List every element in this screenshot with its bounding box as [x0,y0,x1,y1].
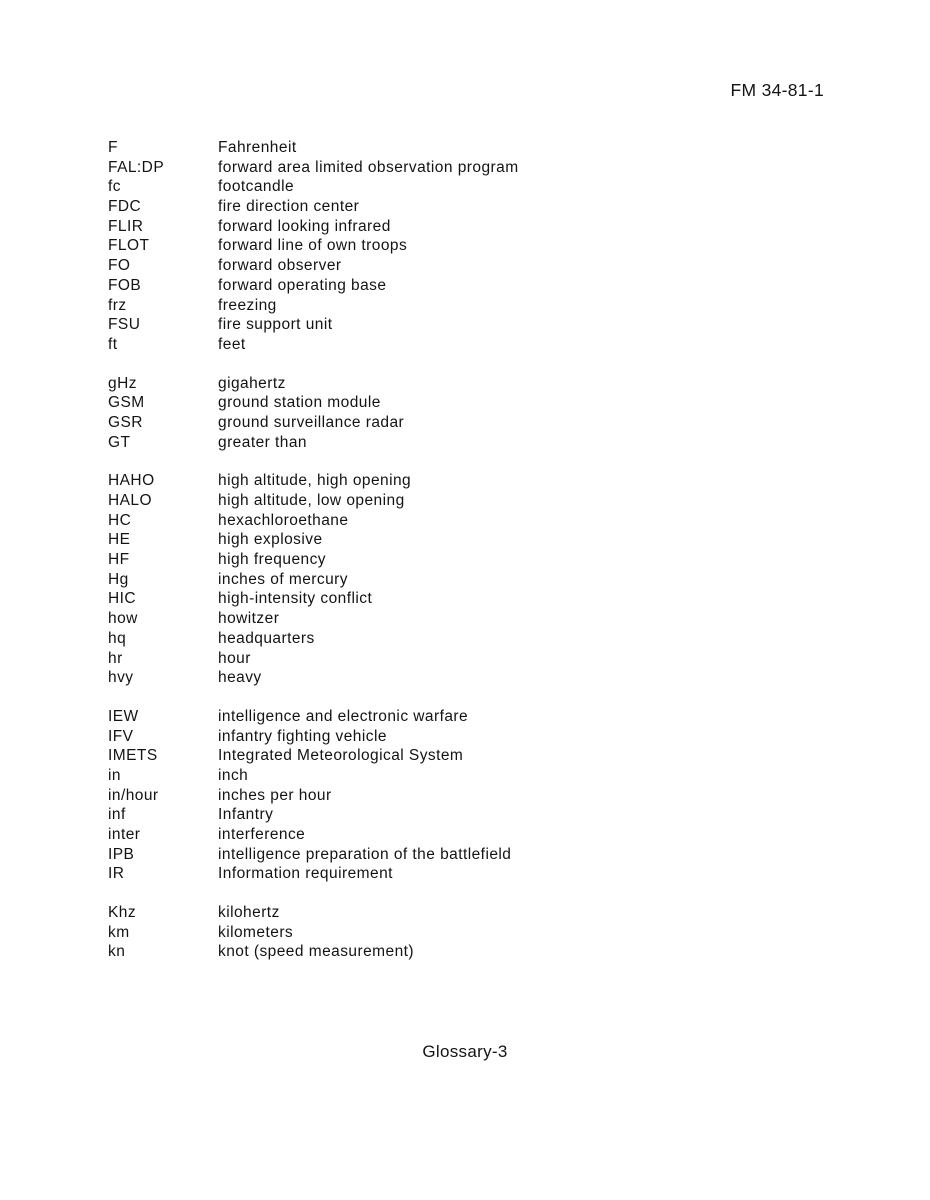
glossary-definition: high altitude, low opening [218,492,405,509]
glossary-term: HE [108,531,131,549]
glossary-definition: ground surveillance radar [218,413,405,431]
glossary-definition: forward looking infrared [218,217,391,235]
glossary-definition: footcandle [218,178,295,196]
glossary-definition: infantry fighting vehicle [218,727,387,745]
glossary-term: HF [108,551,130,569]
glossary-definition: gigahertz [218,374,286,392]
glossary-definition: kilometers [218,923,294,941]
glossary-group [108,707,668,884]
glossary-term: hr [108,649,123,667]
glossary-definition: inches of mercury [218,570,348,588]
glossary-entry [108,530,668,550]
glossary-definition: forward observer [218,257,342,275]
glossary-definition: hexachloroethane [218,511,349,529]
glossary-definition: Fahrenheit [218,139,297,156]
glossary-entry [108,825,668,845]
glossary-term: GSM [108,394,145,412]
glossary-entry [108,786,668,806]
glossary-entry [108,236,668,256]
glossary-list [108,138,668,981]
glossary-term: in [108,766,121,784]
glossary-entry [108,609,668,629]
glossary-group [108,471,668,688]
glossary-entry [108,374,668,394]
glossary-definition: Information requirement [218,865,393,883]
glossary-term: HIC [108,590,137,608]
glossary-entry [108,766,668,786]
glossary-term: FSU [108,316,141,334]
glossary-term: HAHO [108,472,155,490]
glossary-entry [108,727,668,747]
glossary-definition: ground station module [218,394,381,412]
glossary-entry [108,413,668,433]
glossary-entry [108,197,668,217]
glossary-definition: inches per hour [218,786,332,804]
glossary-definition: forward line of own troops [218,237,408,255]
glossary-entry [108,550,668,570]
glossary-term: hvy [108,669,134,687]
glossary-entry [108,511,668,531]
glossary-definition: high altitude, high opening [218,472,412,490]
glossary-term: km [108,923,130,941]
glossary-entry [108,903,668,923]
glossary-term: FO [108,257,131,275]
glossary-group [108,903,668,962]
glossary-entry [108,217,668,237]
glossary-term: HC [108,511,132,529]
glossary-term: in/hour [108,786,159,804]
glossary-entry [108,256,668,276]
glossary-term: F [108,139,118,156]
glossary-entry [108,393,668,413]
glossary-definition: heavy [218,669,262,687]
glossary-definition: interference [218,826,306,843]
glossary-definition: howitzer [218,610,280,628]
glossary-entry [108,923,668,943]
glossary-definition: kilohertz [218,904,280,922]
glossary-term: fc [108,178,121,196]
glossary-group [108,138,668,355]
glossary-term: frz [108,296,127,314]
glossary-entry [108,177,668,197]
page-number: Glossary-3 [422,1042,508,1061]
glossary-term: GSR [108,413,143,431]
glossary-term: FLOT [108,237,150,255]
glossary-entry [108,864,668,884]
glossary-definition: high explosive [218,531,323,549]
glossary-definition: Infantry [218,806,274,824]
glossary-term: inter [108,826,141,843]
glossary-definition: high frequency [218,551,326,569]
glossary-entry [108,471,668,491]
glossary-term: Khz [108,904,137,922]
glossary-term: gHz [108,374,137,392]
glossary-definition: intelligence preparation of the battlefield [218,845,512,863]
glossary-entry [108,668,668,688]
glossary-entry [108,589,668,609]
glossary-entry [108,629,668,649]
glossary-term: kn [108,943,126,961]
glossary-term: IMETS [108,747,158,765]
glossary-term: FDC [108,198,142,216]
glossary-term: IEW [108,707,139,725]
glossary-definition: fire direction center [218,198,360,216]
glossary-definition: high-intensity conflict [218,590,373,608]
glossary-entry [108,296,668,316]
glossary-entry [108,158,668,178]
glossary-entry [108,649,668,669]
glossary-definition: hour [218,649,251,667]
glossary-term: IPB [108,845,135,863]
glossary-entry [108,746,668,766]
glossary-definition: freezing [218,296,277,314]
glossary-entry [108,138,668,158]
glossary-term: Hg [108,570,129,588]
glossary-definition: intelligence and electronic warfare [218,707,469,725]
glossary-definition: fire support unit [218,316,333,334]
glossary-definition: headquarters [218,629,315,647]
glossary-definition: Integrated Meteorological System [218,747,464,765]
glossary-group [108,374,668,453]
glossary-entry [108,491,668,511]
glossary-term: inf [108,806,126,824]
glossary-definition: forward area limited observation program [218,158,519,176]
glossary-definition: forward operating base [218,276,387,294]
glossary-term: ft [108,335,118,353]
glossary-entry [108,433,668,453]
document-id: FM 34-81-1 [730,80,824,100]
glossary-entry [108,707,668,727]
glossary-entry [108,805,668,825]
glossary-term: FAL:DP [108,158,165,176]
glossary-entry [108,276,668,296]
glossary-entry [108,942,668,962]
glossary-entry [108,335,668,355]
glossary-entry [108,315,668,335]
glossary-definition: greater than [218,433,307,451]
glossary-term: hq [108,629,127,647]
glossary-term: FOB [108,276,142,294]
glossary-definition: inch [218,766,249,784]
glossary-definition: knot (speed measurement) [218,943,415,961]
glossary-entry [108,570,668,590]
glossary-term: IR [108,865,125,883]
glossary-term: HALO [108,492,153,509]
glossary-definition: feet [218,335,246,353]
glossary-term: how [108,610,138,628]
glossary-term: GT [108,433,131,451]
glossary-term: IFV [108,727,134,745]
glossary-term: FLIR [108,217,144,235]
glossary-entry [108,845,668,865]
